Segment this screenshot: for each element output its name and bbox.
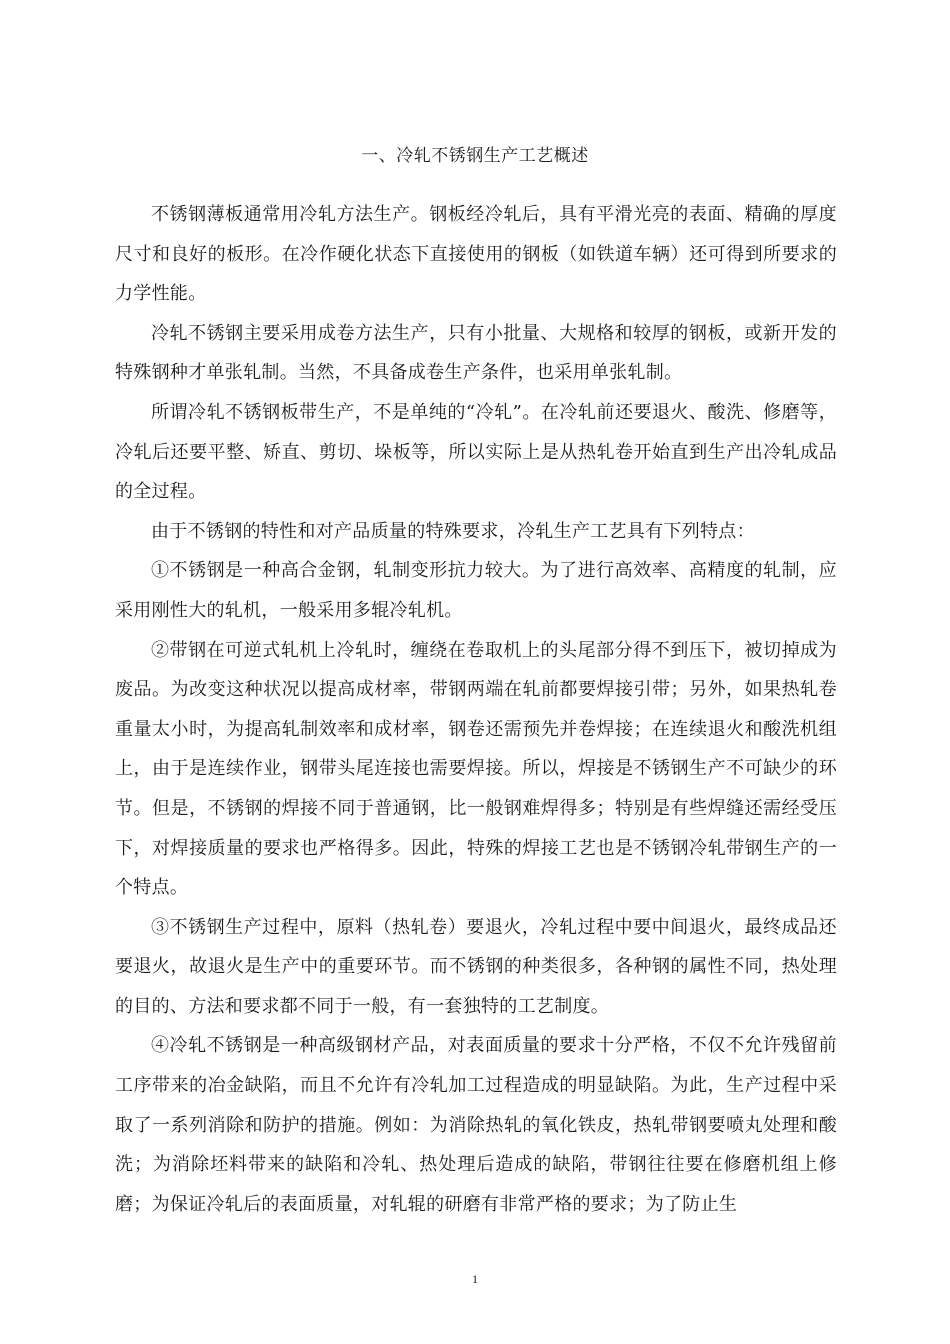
paragraph-feature-4: ④冷轧不锈钢是一种高级钢材产品，对表面质量的要求十分严格，不仅不允许残留前工序带来的冶金缺陷，而且不允许有冷轧加工过程造成的明显缺陷。为此，生产过程中采取了一系列消除和防护的措施。例如：为消除热轧的氧化铁皮，热轧带钢要喷丸处理和酸洗；为消除坯料带来的缺陷和冷轧、热处理后造成的缺陷，带钢往往要在修磨机组上修磨；为保证冷轧后的表面质量，对轧辊的研磨有非常严格的要求；为了防止生 <box>115 1035 837 1215</box>
paragraph-feature-3: ③不锈钢生产过程中，原料（热轧卷）要退火，冷轧过程中要中间退火，最终成品还要退火，故退火是生产中的重要环节。而不锈钢的种类很多，各种钢的属性不同，热处理的目的、方法和要求都不同于一般，有一套独特的工艺制度。 <box>115 916 837 1017</box>
paragraph-intro: 不锈钢薄板通常用冷轧方法生产。钢板经冷轧后，具有平滑光亮的表面、精确的厚度尺寸和良好的板形。在冷作硬化状态下直接使用的钢板（如铁道车辆）还可得到所要求的力学性能。 <box>115 204 837 305</box>
document-body <box>115 195 837 1224</box>
paragraph-features-lead: 由于不锈钢的特性和对产品质量的特殊要求，冷轧生产工艺具有下列特点： <box>151 520 755 542</box>
paragraph-process-scope: 所谓冷轧不锈钢板带生产，不是单纯的“冷轧”。在冷轧前还要退火、酸洗、修磨等，冷轧后还要平整、矫直、剪切、垛板等，所以实际上是从热轧卷开始直到生产出冷轧成品的全过程。 <box>115 401 837 503</box>
paragraph-coil-production: 冷轧不锈钢主要采用成卷方法生产，只有小批量、大规格和较厚的钢板，或新开发的特殊钢种才单张轧制。当然，不具备成卷生产条件，也采用单张轧制。 <box>115 322 837 384</box>
document-title: 一、冷轧不锈钢生产工艺概述 <box>361 146 589 166</box>
page-number: 1 <box>472 1272 478 1286</box>
paragraph-feature-2: ②带钢在可逆式轧机上冷轧时，缠绕在卷取机上的头尾部分得不到压下，被切掉成为废品。为改变这种状况以提高成材率，带钢两端在轧前都要焊接引带；另外，如果热轧卷重量太小时，为提高轧制效率和成材率，钢卷还需预先并卷焊接；在连续退火和酸洗机组上，由于是连续作业，钢带头尾连接也需要焊接。所以，焊接是不锈钢生产不可缺少的环节。但是，不锈钢的焊接不同于普通钢，比一般钢难焊得多；特别是有些焊缝还需经受压下，对焊接质量的要求也严格得多。因此，特殊的焊接工艺也是不锈钢冷轧带钢生产的一个特点。 <box>115 639 837 899</box>
paragraph-feature-1: ①不锈钢是一种高合金钢，轧制变形抗力较大。为了进行高效率、高精度的轧制，应采用刚性大的轧机，一般采用多辊冷轧机。 <box>115 560 837 621</box>
